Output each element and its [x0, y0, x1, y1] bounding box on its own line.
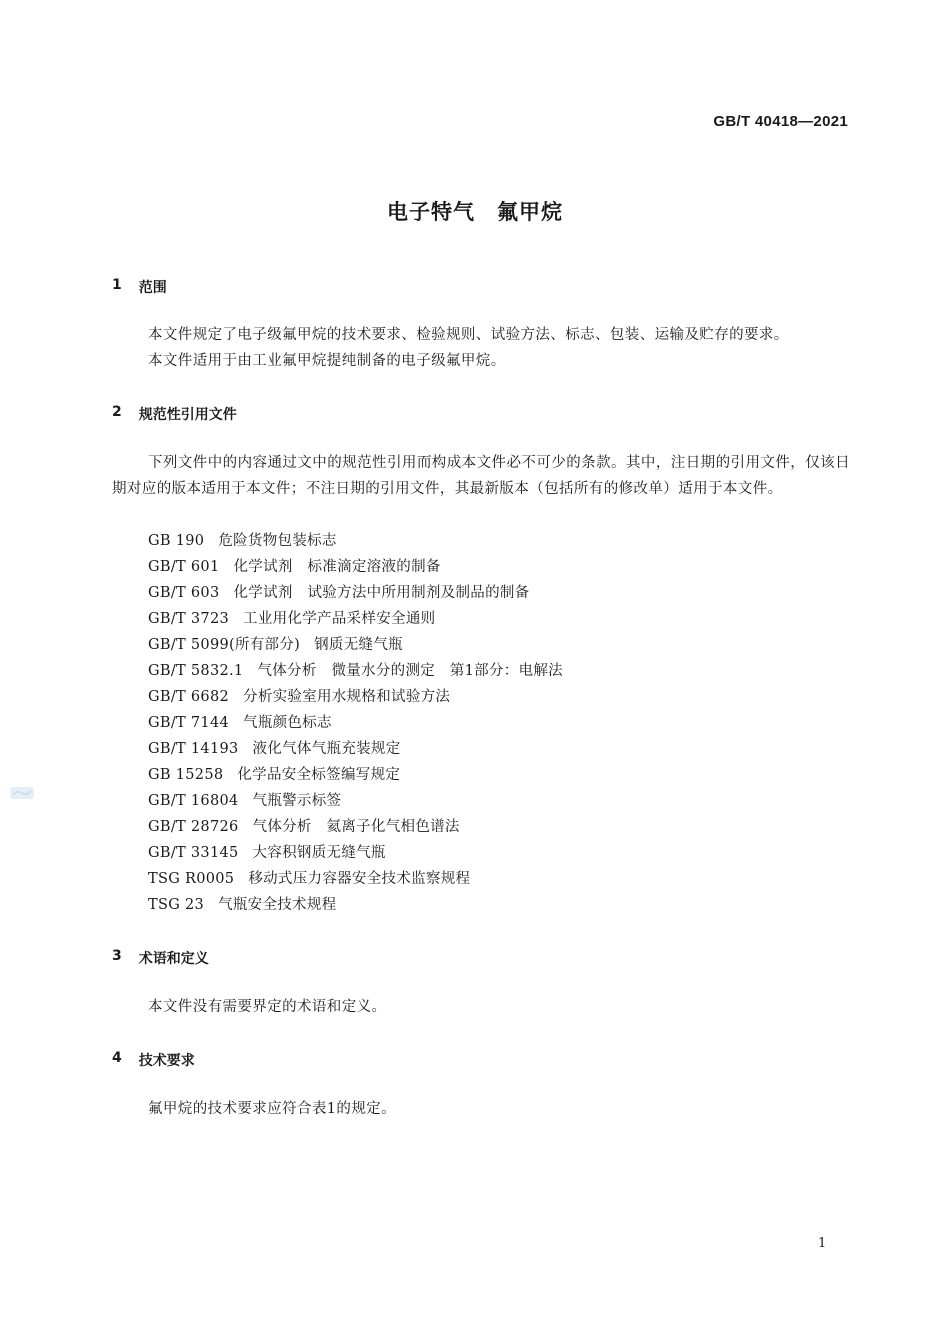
- reference-name: 化学试剂 标准滴定溶液的制备: [233, 559, 441, 575]
- reference-code: GB/T 5832.1: [148, 663, 244, 679]
- standard-code: GB/T 40418—2021: [713, 113, 848, 130]
- paragraph: 本文件适用于由工业氟甲烷提纯制备的电子级氟甲烷。: [148, 353, 506, 369]
- reference-code: TSG 23: [148, 897, 205, 913]
- reference-name: 钢质无缝气瓶: [314, 637, 403, 653]
- reference-code: GB/T 601: [148, 559, 220, 575]
- reference-code: GB/T 7144: [148, 715, 230, 731]
- reference-name: 危险货物包装标志: [218, 533, 337, 549]
- reference-name: 液化气体气瓶充装规定: [252, 741, 401, 757]
- list-item: [148, 866, 563, 892]
- reference-name: 分析实验室用水规格和试验方法: [243, 689, 451, 705]
- section-number: 1: [112, 277, 122, 293]
- reference-name: 移动式压力容器安全技术监察规程: [248, 871, 471, 887]
- section-3-heading: [112, 948, 209, 968]
- section-title: 范围: [138, 280, 167, 296]
- list-item: [148, 606, 563, 632]
- reference-name: 工业用化学产品采样安全通则: [243, 611, 436, 627]
- document-title: 电子特气 氟甲烷: [387, 200, 563, 224]
- list-item: [148, 684, 563, 710]
- section-number: 4: [112, 1050, 122, 1066]
- section-title: 术语和定义: [138, 951, 209, 967]
- paragraph: 下列文件中的内容通过文中的规范性引用而构成本文件必不可少的条款。其中，注日期的引用文件，仅该日期对应的版本适用于本文件；不注日期的引用文件，其最新版本（包括所有的修改单）适用于本文件。: [112, 455, 850, 497]
- section-number: 2: [112, 404, 122, 420]
- list-item: [148, 554, 563, 580]
- page-number: 1: [818, 1236, 827, 1251]
- list-item: [148, 528, 563, 554]
- list-item: [148, 632, 563, 658]
- reference-name: 化学试剂 试验方法中所用制剂及制品的制备: [233, 585, 530, 601]
- list-item: [148, 658, 563, 684]
- reference-name: 化学品安全标签编写规定: [237, 767, 401, 783]
- paragraph: 本文件没有需要界定的术语和定义。: [148, 999, 387, 1015]
- reference-code: GB/T 6682: [148, 689, 230, 705]
- section-2-heading: [112, 404, 237, 424]
- reference-code: GB 190: [148, 533, 205, 549]
- reference-code: GB/T 16804: [148, 793, 239, 809]
- section-number: 3: [112, 948, 122, 964]
- reference-list: [148, 528, 563, 918]
- reference-name: 气瓶安全技术规程: [218, 897, 337, 913]
- list-item: [148, 736, 563, 762]
- list-item: [148, 788, 563, 814]
- reference-code: GB/T 3723: [148, 611, 230, 627]
- list-item: [148, 892, 563, 918]
- reference-code: GB/T 33145: [148, 845, 239, 861]
- reference-name: 气体分析 微量水分的测定 第1部分：电解法: [257, 663, 563, 679]
- reference-code: GB/T 14193: [148, 741, 239, 757]
- list-item: [148, 762, 563, 788]
- list-item: [148, 840, 563, 866]
- section-1-heading: [112, 277, 167, 297]
- reference-name: 气瓶警示标签: [252, 793, 342, 809]
- list-item: [148, 814, 563, 840]
- paragraph: 氟甲烷的技术要求应符合表1的规定。: [148, 1101, 397, 1117]
- section-title: 技术要求: [138, 1053, 195, 1069]
- section-4-heading: [112, 1050, 195, 1070]
- list-item: [148, 580, 563, 606]
- watermark-logo-icon: [10, 787, 34, 799]
- reference-code: GB/T 5099(所有部分): [148, 637, 301, 653]
- reference-name: 大容积钢质无缝气瓶: [252, 845, 386, 861]
- reference-code: GB 15258: [148, 767, 224, 783]
- reference-code: GB/T 603: [148, 585, 220, 601]
- reference-code: GB/T 28726: [148, 819, 239, 835]
- list-item: [148, 710, 563, 736]
- reference-code: TSG R0005: [148, 871, 235, 887]
- reference-name: 气瓶颜色标志: [243, 715, 332, 731]
- section-title: 规范性引用文件: [138, 407, 237, 423]
- paragraph: 本文件规定了电子级氟甲烷的技术要求、检验规则、试验方法、标志、包装、运输及贮存的要求。: [148, 327, 789, 343]
- reference-name: 气体分析 氦离子化气相色谱法: [252, 819, 460, 835]
